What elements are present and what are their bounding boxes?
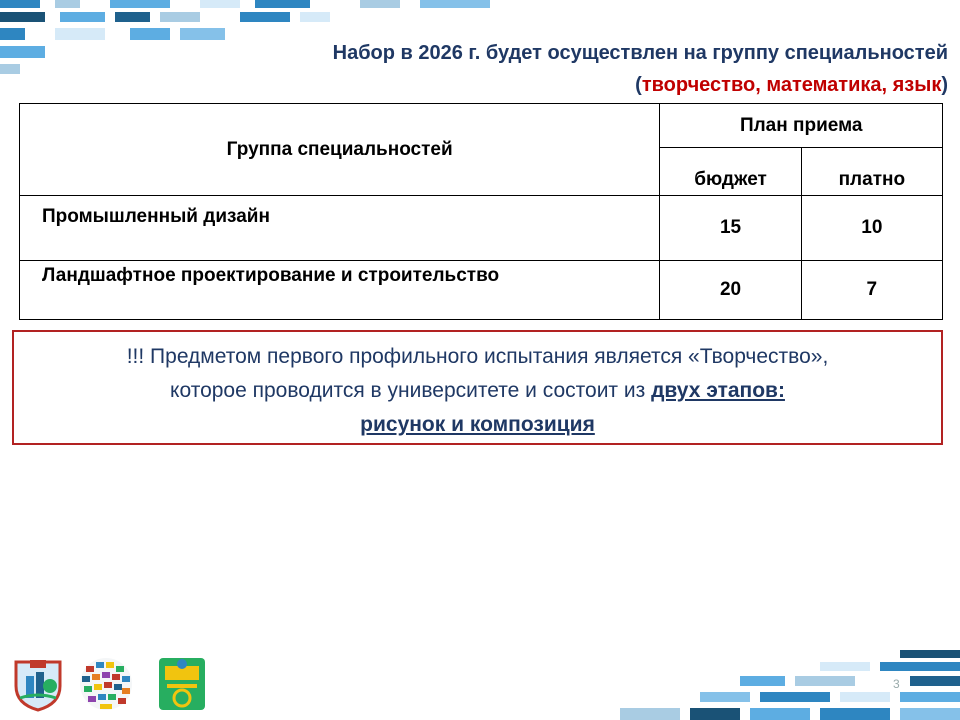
budget-value: 20 bbox=[660, 261, 801, 320]
paid-header: платно bbox=[801, 148, 942, 196]
subtitle-subjects: творчество, математика, язык bbox=[641, 74, 942, 96]
world-flags-globe-logo bbox=[78, 656, 130, 712]
subtitle-open-paren: ( bbox=[635, 74, 642, 96]
page-number: 3 bbox=[893, 677, 900, 691]
group-header: Группа специальностей bbox=[20, 104, 660, 196]
slide-subtitle bbox=[635, 74, 948, 97]
subtitle-close-paren: ) bbox=[941, 74, 948, 96]
paid-value: 7 bbox=[801, 261, 942, 320]
note-line-3: рисунок и композиция bbox=[360, 413, 595, 436]
exam-note bbox=[12, 330, 943, 445]
budget-value: 15 bbox=[660, 196, 801, 261]
note-line-2 bbox=[14, 374, 941, 408]
table-row bbox=[20, 196, 943, 261]
budget-header: бюджет bbox=[660, 148, 801, 196]
specialty-name: Ландшафтное проектирование и строительство bbox=[20, 261, 660, 320]
paid-value: 10 bbox=[801, 196, 942, 261]
faculty-emblem-logo bbox=[157, 656, 209, 712]
plan-header: План приема bbox=[660, 104, 943, 148]
specialty-name: Промышленный дизайн bbox=[20, 196, 660, 261]
slide-title: Набор в 2026 г. будет осуществлен на группу специальностей bbox=[332, 42, 948, 64]
note-line-1: !!! Предметом первого профильного испытания является «Творчество», bbox=[126, 345, 829, 368]
table-row bbox=[20, 261, 943, 320]
note-line-2-text: которое проводится в университете и состоит из bbox=[170, 379, 652, 402]
admission-plan-table bbox=[19, 103, 943, 320]
university-crest-logo bbox=[12, 656, 64, 712]
note-stages-emphasis: двух этапов: bbox=[651, 379, 785, 402]
